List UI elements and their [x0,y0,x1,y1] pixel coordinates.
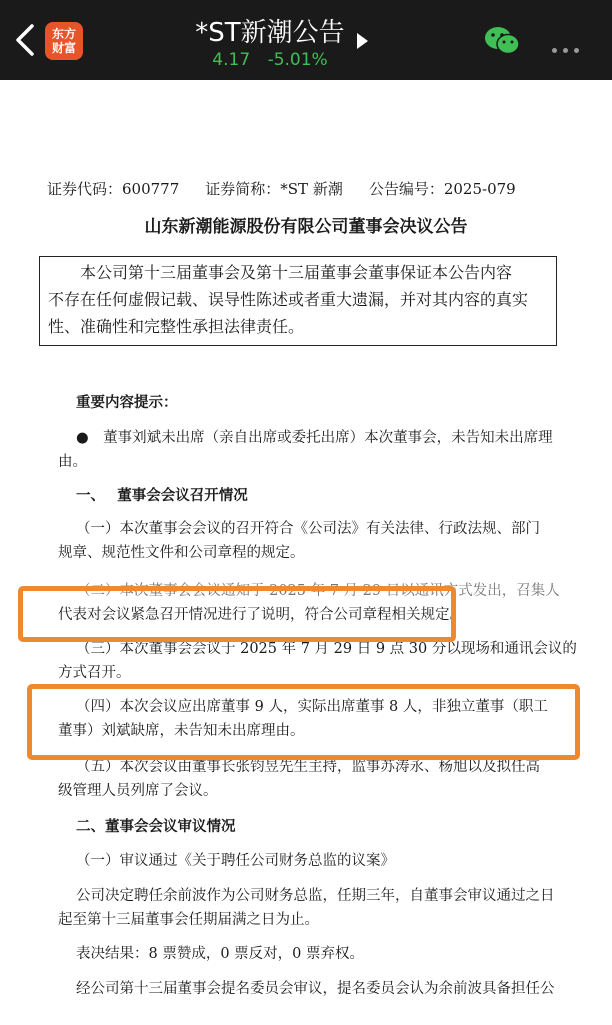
doc-header [47,178,542,200]
highlight-box [27,684,580,760]
logo-text-2: 财富 [51,41,76,55]
app-logo [45,22,83,60]
play-icon[interactable] [357,33,368,49]
stock-change: -5.01% [267,50,328,70]
key-tip-heading: 重要内容提示： [76,394,178,411]
paragraph-line: （四）本次会议应出席董事 9 人，实际出席董事 8 人，非独立董事（职工 [76,699,548,715]
paragraph-line: 公司决定聘任余前波作为公司财务总监，任期三年，自董事会审议通过之日 [76,888,555,904]
bullet-line: ● 董事刘斌未出席（亲自出席或委托出席）本次董事会，未告知未出席理 [76,430,553,446]
disclaimer-box [39,256,557,346]
disclaimer-line: 不存在任何虚假记载、误导性陈述或者重大遗漏，并对其内容的真实 [48,290,529,309]
more-icon[interactable] [552,38,586,46]
wechat-share-icon[interactable] [484,26,520,56]
stock-title: *ST新潮公告 [195,18,345,48]
bullet-line: 由。 [58,454,87,470]
doc-title: 山东新潮能源股份有限公司董事会决议公告 [144,217,468,237]
disclaimer-line: 性、准确性和完整性承担法律责任。 [48,317,305,336]
vote-result: 表决结果：8 票赞成，0 票反对，0 票弃权。 [76,946,365,962]
section-1-heading: 一、 董事会会议召开情况 [76,487,248,504]
paragraph-line: 起至第十三届董事会任期届满之日为止。 [58,912,319,928]
security-short-name: 证券简称：*ST 新潮 [205,180,343,198]
stock-quote [180,50,360,70]
top-bar [0,0,612,80]
stock-price: 4.17 [212,50,251,70]
paragraph-line: （一）本次董事会会议的召开符合《公司法》有关法律、行政法规、部门 [76,521,540,537]
logo-text-1: 东方 [51,27,76,41]
highlight-box [18,586,456,642]
paragraph-line: （五）本次会议由董事长张钧昱先生主持，监事苏涛永、杨旭以及拟任高 [76,759,540,775]
section-2-heading: 二、董事会会议审议情况 [76,818,236,835]
announcement-document [0,80,612,1025]
announcement-number: 公告编号：2025-079 [368,180,516,198]
back-arrow-icon[interactable] [10,22,40,58]
disclaimer-line: 本公司第十三届董事会及第十三届董事会董事保证本公告内容 [48,263,513,282]
security-code: 证券代码：600777 [47,180,180,198]
paragraph-line: 方式召开。 [58,665,131,681]
paragraph-line: 级管理人员列席了会议。 [58,783,218,799]
paragraph-line: （三）本次董事会会议于 2025 年 7 月 29 日 9 点 30 分以现场和通讯会议的 [76,641,577,657]
paragraph-line: 经公司第十三届董事会提名委员会审议，提名委员会认为余前波具备担任公 [76,981,555,997]
paragraph-line: 代表对会议紧急召开情况进行了说明，符合公司章程相关规定。 [58,607,464,623]
paragraph-line: （一）审议通过《关于聘任公司财务总监的议案》 [76,853,395,869]
paragraph-line: 规章、规范性文件和公司章程的规定。 [58,545,305,561]
paragraph-line: （二）本次董事会会议通知于 2025 年 7 月 29 日以通讯方式发出，召集人 [76,583,560,599]
paragraph-line: 董事）刘斌缺席，未告知未出席理由。 [58,723,305,739]
